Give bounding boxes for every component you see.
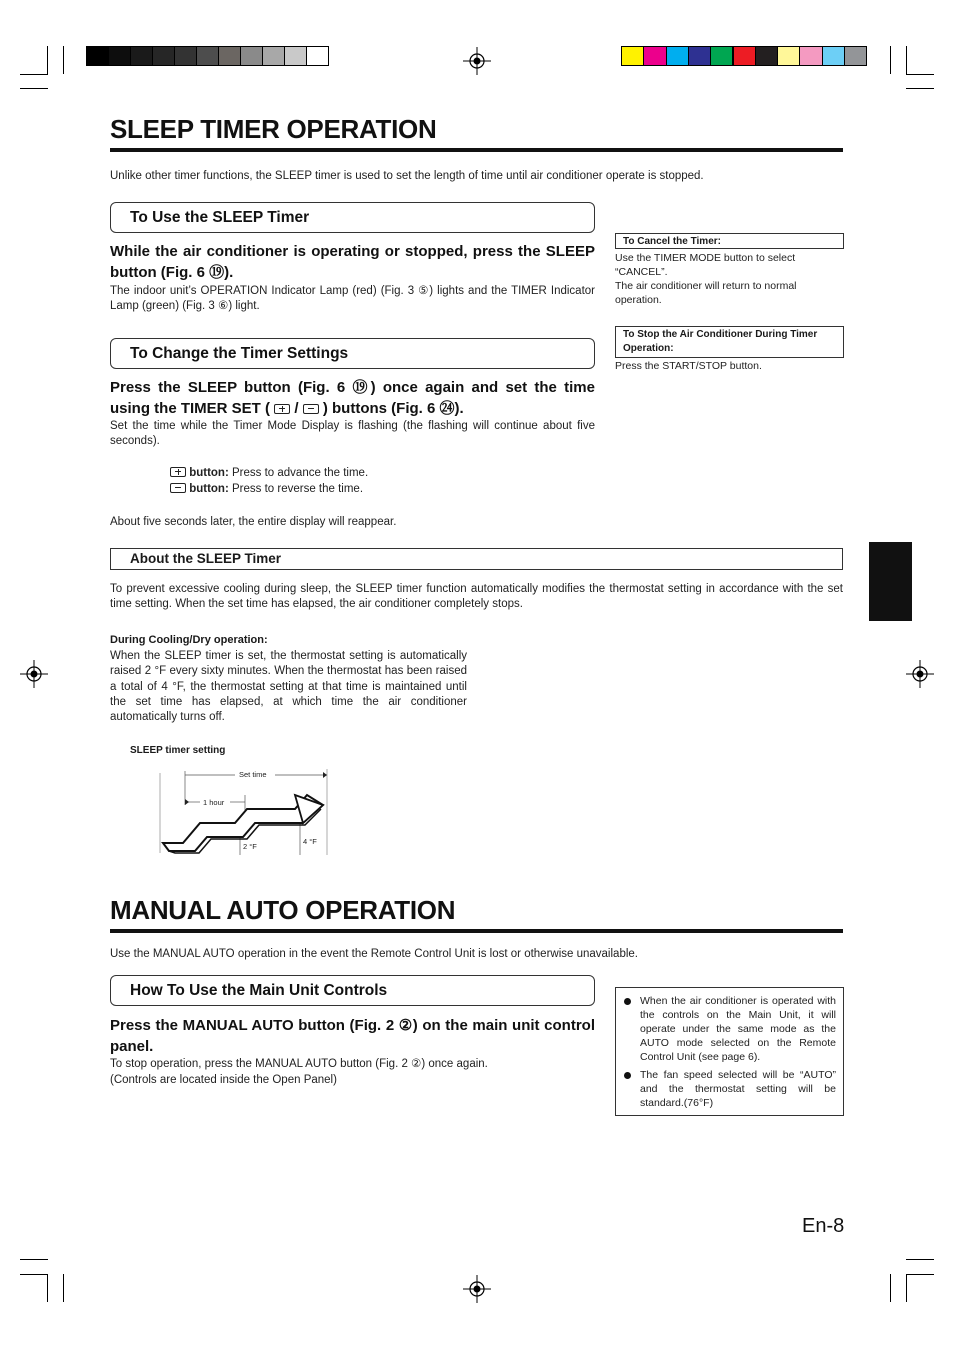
manual-body-1: To stop operation, press the MANUAL AUTO button (Fig. 2 ②) once again. — [110, 1058, 488, 1070]
cancel-body-2: The air conditioner will return to normal operation. — [615, 280, 797, 306]
calibration-swatch — [240, 46, 263, 66]
section-heading-text: How To Use the Main Unit Controls — [130, 982, 388, 999]
crop-mark — [63, 46, 64, 74]
minus-text: Press to reverse the time. — [232, 483, 364, 495]
crop-mark — [63, 1274, 64, 1302]
crop-mark — [20, 88, 48, 89]
crop-mark — [906, 74, 934, 75]
crop-mark — [20, 74, 48, 75]
registration-mark-top — [463, 47, 491, 75]
calibration-swatch — [284, 46, 307, 66]
manual-intro: Use the MANUAL AUTO operation in the event the Remote Control Unit is lost or otherwise unavailable. — [110, 948, 638, 960]
diagram-label-two-f: 2 °F — [243, 842, 257, 851]
calibration-swatch — [262, 46, 285, 66]
crop-mark — [20, 1274, 48, 1275]
change-lead — [110, 377, 595, 419]
cancel-timer-heading: To Cancel the Timer: — [615, 233, 844, 249]
manual-notes-box — [615, 987, 844, 1116]
page-title-sleep-timer: SLEEP TIMER OPERATION — [110, 114, 437, 144]
section-heading-about-sleep — [110, 548, 843, 570]
after-note: About five seconds later, the entire display will reappear. — [110, 516, 397, 528]
bullet-icon — [624, 1072, 631, 1079]
calibration-swatch — [643, 46, 666, 66]
calibration-swatch — [196, 46, 219, 66]
calibration-swatch — [621, 46, 644, 66]
title-rule — [110, 929, 843, 933]
calibration-swatch — [666, 46, 689, 66]
section-heading-text: To Use the SLEEP Timer — [130, 209, 310, 226]
manual-note — [616, 1068, 836, 1110]
stop-during-timer-heading: To Stop the Air Conditioner During Timer Operation: — [615, 326, 844, 358]
plus-icon — [274, 404, 290, 414]
sleep-timer-diagram — [155, 765, 335, 860]
manual-note — [616, 994, 836, 1064]
section-tab — [869, 542, 912, 621]
section-heading-text: To Change the Timer Settings — [130, 345, 349, 362]
section-heading-text: About the SLEEP Timer — [130, 551, 282, 566]
diagram-title: SLEEP timer setting — [130, 745, 226, 756]
crop-mark — [47, 1274, 48, 1302]
crop-mark — [906, 1274, 934, 1275]
sleep-intro: Unlike other timer functions, the SLEEP timer is used to set the length of time until air conditioner operate is stopped. — [110, 170, 704, 182]
manual-note-text: When the air conditioner is operated with the controls on the Main Unit, it will operate under the same mode as the AUTO mode selected on the Remote Control Unit (see page 6). — [640, 995, 836, 1063]
manual-lead: Press the MANUAL AUTO button (Fig. 2 ②) on the main unit control panel. — [110, 1017, 595, 1055]
calibration-swatch — [130, 46, 153, 66]
change-body: Set the time while the Timer Mode Display is flashing (the flashing will continue about five seconds). — [110, 420, 595, 448]
crop-mark — [906, 1259, 934, 1260]
section-heading-change-settings — [110, 338, 595, 369]
cancel-body-1: Use the TIMER MODE button to select “CANCEL”. — [615, 252, 796, 278]
calibration-swatch — [777, 46, 800, 66]
title-rule — [110, 148, 843, 152]
plus-icon — [170, 467, 186, 477]
calibration-swatch — [733, 46, 756, 66]
crop-mark — [906, 88, 934, 89]
plus-button-instruction — [170, 466, 368, 481]
section-heading-main-unit-controls — [110, 975, 595, 1006]
stop-body: Press the START/STOP button. — [615, 360, 762, 372]
bullet-icon — [624, 998, 631, 1005]
use-lead: While the air conditioner is operating or stopped, press the SLEEP button (Fig. 6 ⑲). — [110, 243, 595, 281]
diagram-label-one-hour: 1 hour — [203, 798, 225, 807]
cooling-heading: During Cooling/Dry operation: — [110, 634, 268, 646]
plus-label: button: — [189, 467, 229, 479]
calibration-swatch — [799, 46, 822, 66]
diagram-label-four-f: 4 °F — [303, 837, 317, 846]
change-lead-part2: / — [294, 400, 299, 417]
calibration-swatch — [844, 46, 867, 66]
calibration-swatch — [218, 46, 241, 66]
calibration-swatch — [710, 46, 733, 66]
crop-mark — [47, 46, 48, 74]
crop-mark — [906, 46, 907, 74]
crop-mark — [20, 1259, 48, 1260]
crop-mark — [890, 46, 891, 74]
calibration-swatch — [174, 46, 197, 66]
crop-mark — [890, 1274, 891, 1302]
calibration-swatch — [822, 46, 845, 66]
crop-mark — [906, 1274, 907, 1302]
calibration-swatch — [755, 46, 778, 66]
minus-label: button: — [189, 483, 229, 495]
calibration-swatch — [152, 46, 175, 66]
calibration-swatch — [86, 46, 109, 66]
page-title-manual-auto: MANUAL AUTO OPERATION — [110, 895, 456, 925]
calibration-swatch — [688, 46, 711, 66]
page-number: En-8 — [802, 1215, 845, 1237]
section-heading-use-sleep — [110, 202, 595, 233]
manual-note-text: The fan speed selected will be “AUTO” and the thermostat setting will be standard.(76°F) — [640, 1069, 836, 1109]
minus-icon — [303, 404, 319, 414]
registration-mark-right — [906, 660, 934, 688]
diagram-label-set-time: Set time — [239, 770, 267, 779]
registration-mark-left — [20, 660, 48, 688]
calibration-swatch — [306, 46, 329, 66]
registration-mark-bottom — [463, 1275, 491, 1303]
change-lead-part3: ) buttons (Fig. 6 ㉔). — [322, 400, 464, 417]
calibration-swatch — [108, 46, 131, 66]
change-lead-part1: Press the SLEEP button (Fig. 6 ⑲) once again and set the time using the TIMER SET ( — [110, 379, 595, 417]
cooling-body: When the SLEEP timer is set, the thermostat setting is automatically raised 2 °F every sixty minutes. When the thermostat has been raised a total of 4 °F, the thermostat setting at that time is maintained until the set time has elapsed, at which time the air conditioner automatically turns off. — [110, 650, 467, 724]
plus-text: Press to advance the time. — [232, 467, 369, 479]
minus-icon — [170, 483, 186, 493]
minus-button-instruction — [170, 482, 363, 497]
manual-body-2: (Controls are located inside the Open Panel) — [110, 1074, 337, 1086]
use-body: The indoor unit’s OPERATION Indicator Lamp (red) (Fig. 3 ⑤) lights and the TIMER Indicator Lamp (green) (Fig. 3 ⑥) light. — [110, 285, 595, 313]
about-body: To prevent excessive cooling during sleep, the SLEEP timer function automatically modifies the thermostat setting in accordance with the set time setting. When the set time has elapsed, the air conditioner completely stops. — [110, 583, 843, 611]
